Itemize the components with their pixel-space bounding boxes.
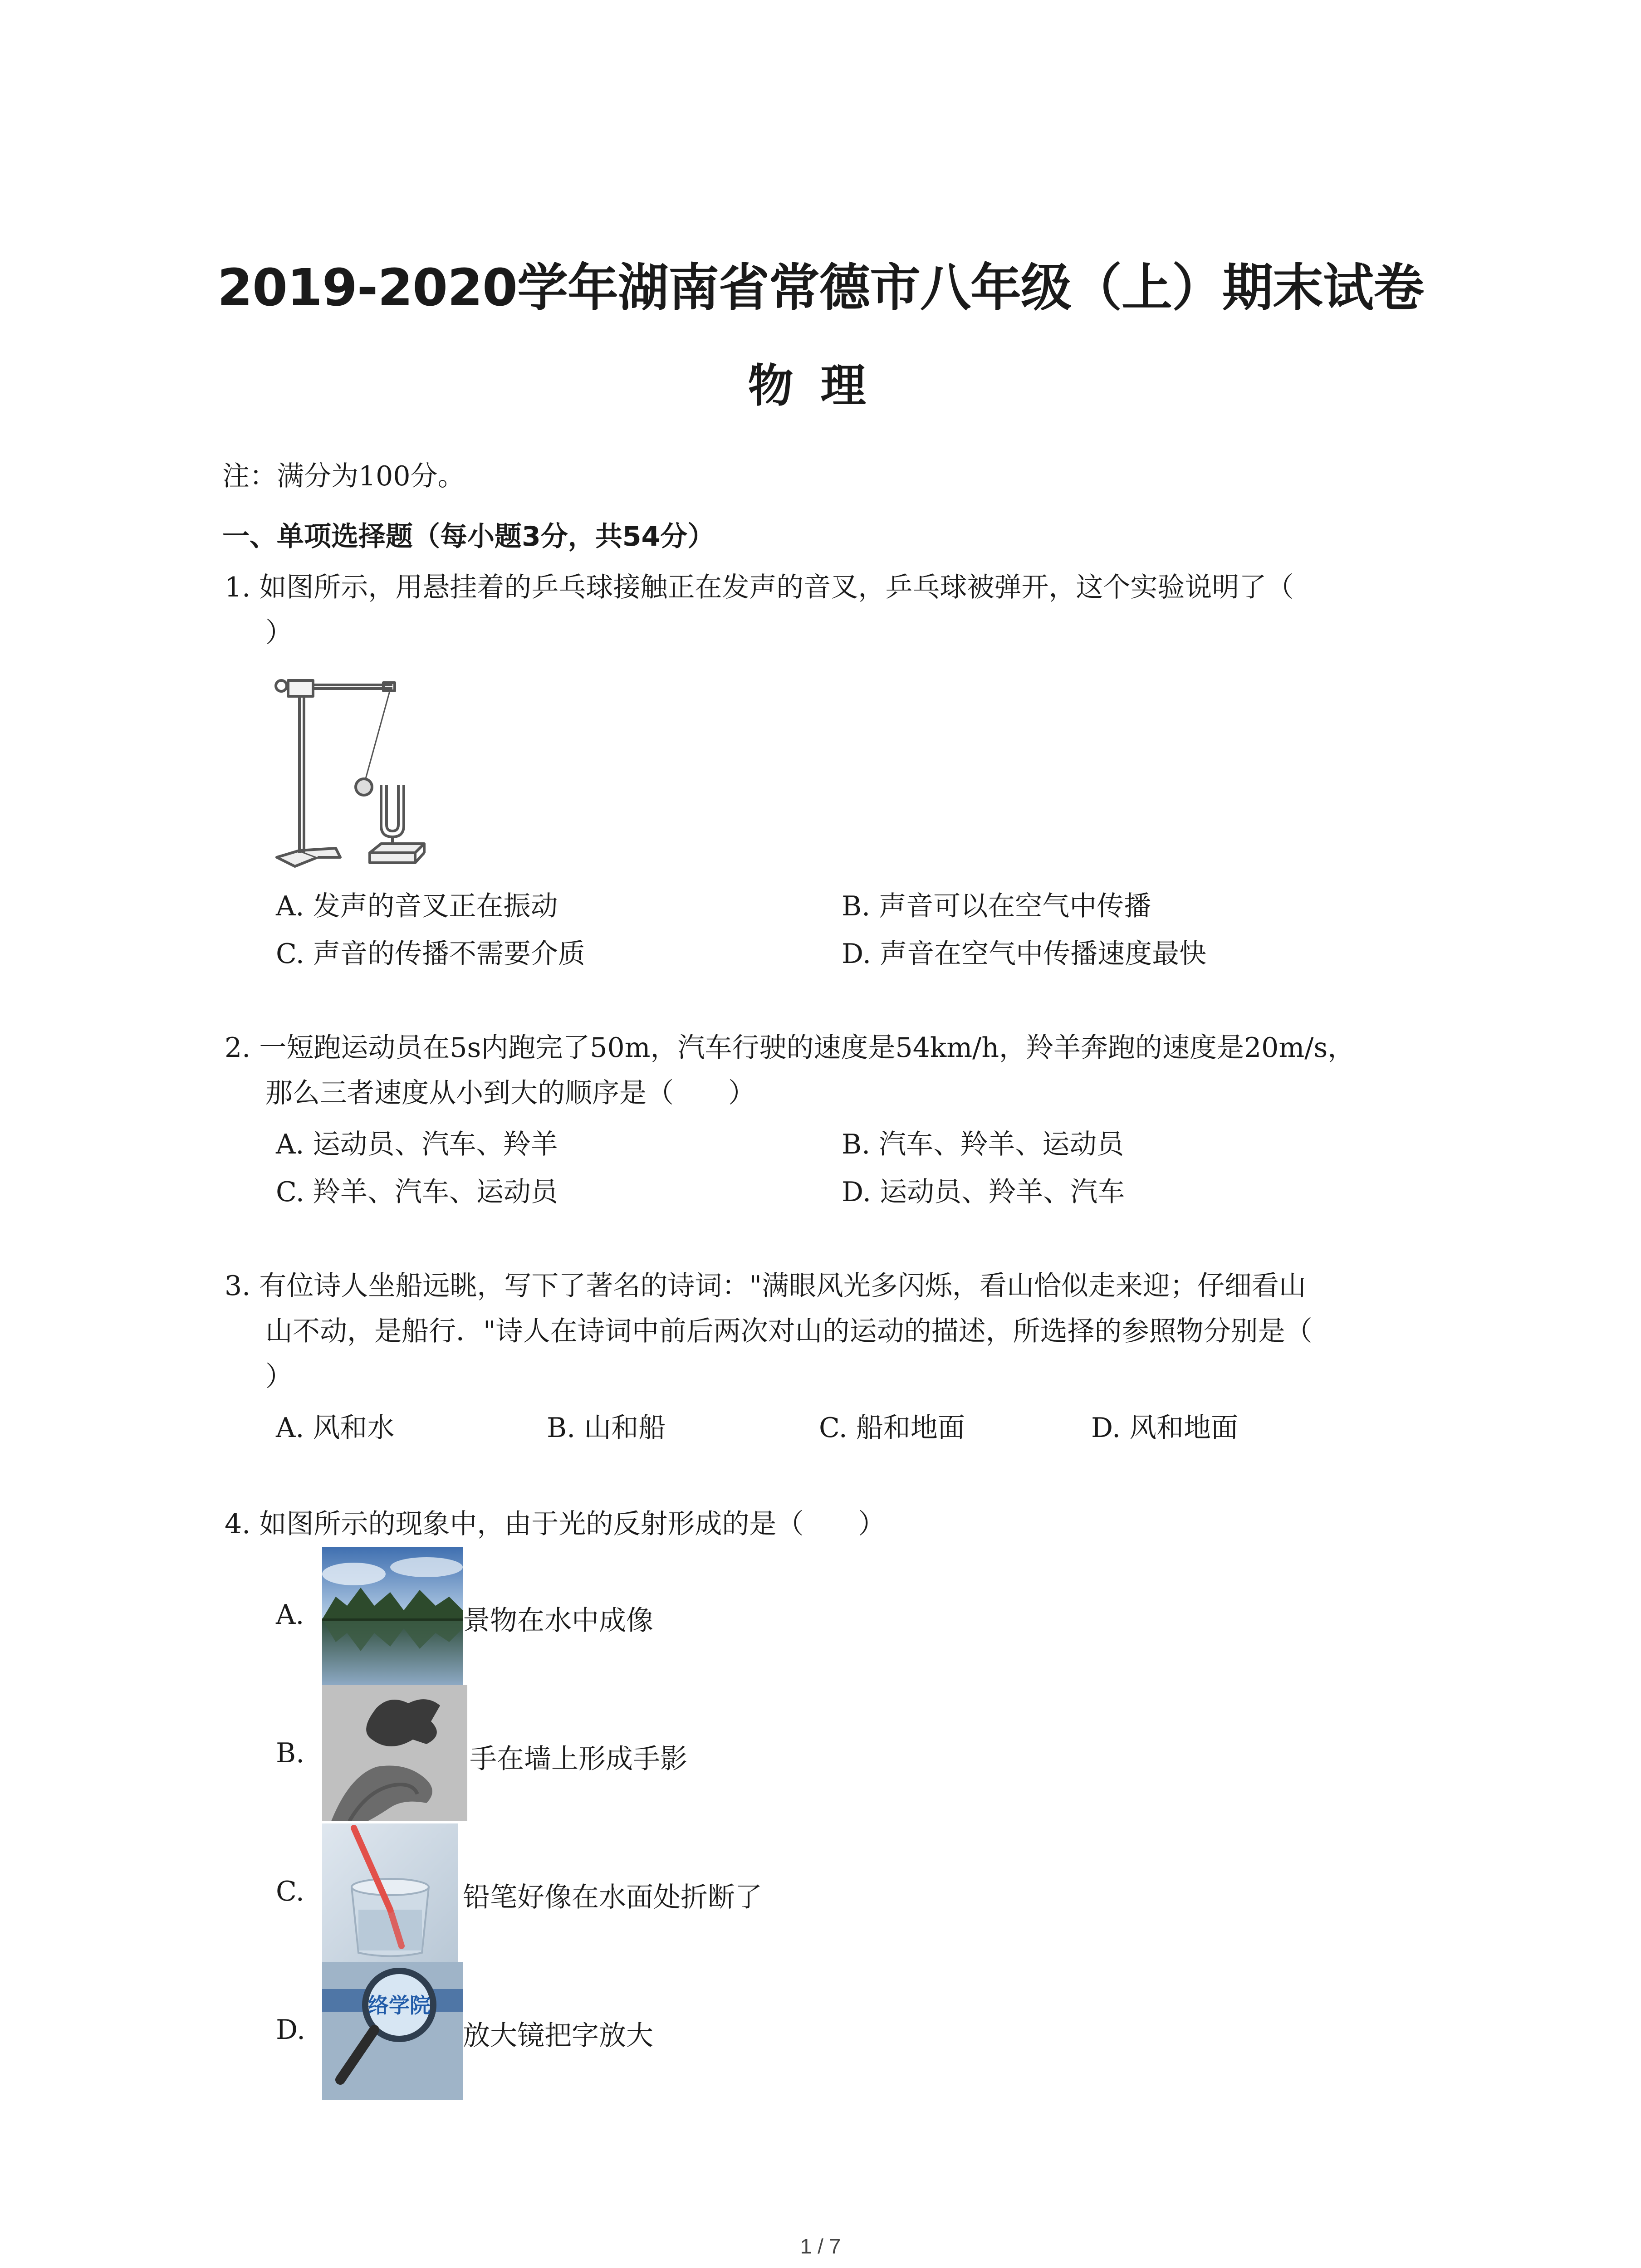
q2-option-b: B. 汽车、羚羊、运动员 bbox=[842, 1129, 1124, 1160]
q4-option-c-letter: C. bbox=[276, 1876, 304, 1907]
q3-stem-line1: 3. 有位诗人坐船远眺，写下了著名的诗词："满眼风光多闪烁，看山恰似走来迎；仔细看山 bbox=[225, 1270, 1306, 1302]
hand-shadow-image bbox=[322, 1685, 467, 1821]
q3-option-c: C. 船和地面 bbox=[819, 1412, 965, 1444]
q4-option-d-letter: D. bbox=[276, 2014, 306, 2046]
q1-option-c: C. 声音的传播不需要介质 bbox=[276, 938, 585, 970]
q2-option-a: A. 运动员、汽车、羚羊 bbox=[276, 1129, 558, 1160]
q2-option-d: D. 运动员、羚羊、汽车 bbox=[842, 1176, 1125, 1208]
magnifier-image bbox=[322, 1962, 463, 2100]
magnifier-label: 络学院 bbox=[368, 1993, 431, 2018]
page-title: 2019-2020学年湖南省常德市八年级（上）期末试卷 bbox=[217, 259, 1424, 318]
q1-option-a: A. 发声的音叉正在振动 bbox=[276, 890, 558, 922]
q1-stem-line1: 1. 如图所示，用悬挂着的乒乓球接触正在发声的音叉，乒乓球被弹开，这个实验说明了（ bbox=[225, 572, 1294, 603]
q3-option-b: B. 山和船 bbox=[547, 1412, 666, 1444]
q4-option-a-letter: A. bbox=[276, 1599, 304, 1631]
q4-option-b-letter: B. bbox=[276, 1737, 305, 1769]
q4-option-d-text: 放大镜把字放大 bbox=[463, 2020, 653, 2052]
score-note: 注：满分为100分。 bbox=[222, 460, 465, 492]
q4-option-c-text: 铅笔好像在水面处折断了 bbox=[463, 1882, 762, 1913]
q2-stem-line2: 那么三者速度从小到大的顺序是（ ） bbox=[265, 1077, 755, 1109]
subject-title: 物理 bbox=[748, 359, 893, 412]
q1-option-b: B. 声音可以在空气中传播 bbox=[842, 890, 1151, 922]
page-number: 1 / 7 bbox=[800, 2234, 841, 2258]
q3-stem-line2: 山不动，是船行．"诗人在诗词中前后两次对山的运动的描述，所选择的参照物分别是（ bbox=[265, 1315, 1313, 1347]
section-heading: 一、单项选择题（每小题3分，共54分） bbox=[222, 521, 715, 552]
q3-option-d: D. 风和地面 bbox=[1091, 1412, 1239, 1444]
q4-stem: 4. 如图所示的现象中，由于光的反射形成的是（ ） bbox=[225, 1508, 886, 1540]
pencil-in-water-image bbox=[322, 1823, 458, 1962]
q1-stem-line2: ） bbox=[265, 617, 293, 649]
tuning-fork-figure bbox=[268, 658, 436, 875]
q1-option-d: D. 声音在空气中传播速度最快 bbox=[842, 938, 1207, 970]
q3-option-a: A. 风和水 bbox=[276, 1412, 395, 1444]
q4-option-a-text: 景物在水中成像 bbox=[463, 1605, 653, 1637]
q2-stem-line1: 2. 一短跑运动员在5s内跑完了50m，汽车行驶的速度是54km/h，羚羊奔跑的速度是20m/s， bbox=[225, 1032, 1355, 1064]
q3-stem-line3: ） bbox=[265, 1361, 293, 1393]
q4-option-b-text: 手在墙上形成手影 bbox=[470, 1743, 687, 1775]
reflection-image bbox=[322, 1547, 463, 1685]
q2-option-c: C. 羚羊、汽车、运动员 bbox=[276, 1176, 558, 1208]
